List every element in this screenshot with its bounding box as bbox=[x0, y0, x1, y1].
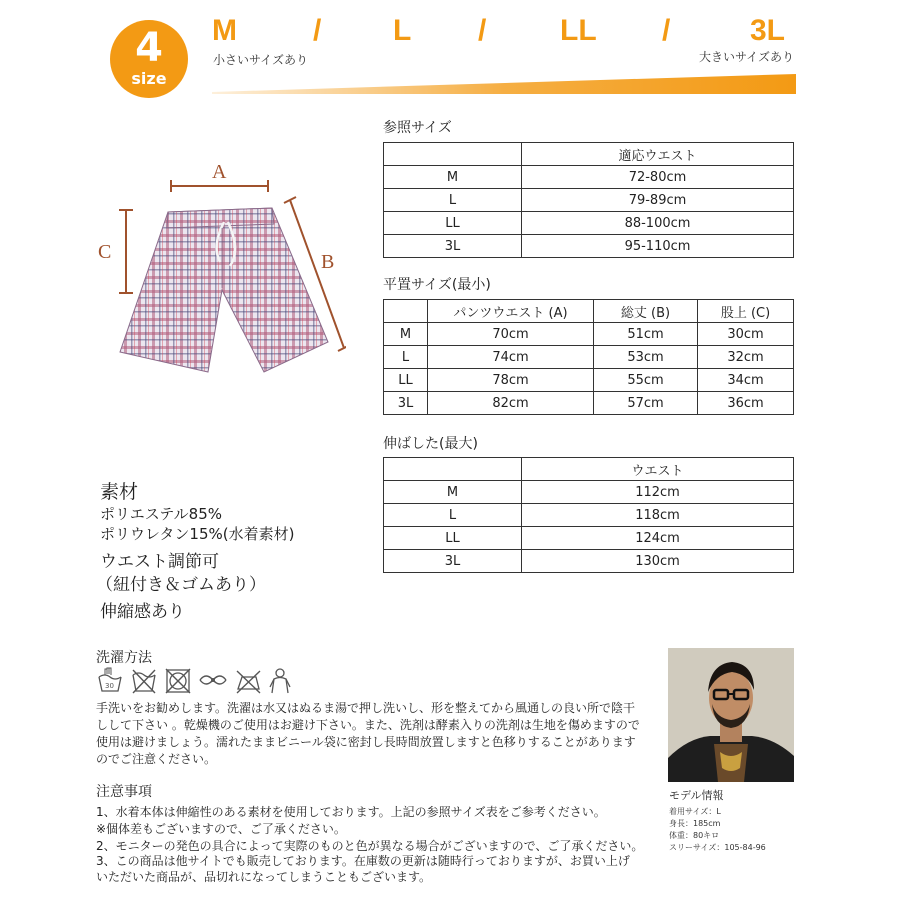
table-cell: 74cm bbox=[428, 346, 594, 369]
washing-instructions: 手洗いをお勧めします。洗濯は水又はぬるま湯で押し洗いし、形を整えてから風通しの良い所で陰干しして下さい 。乾燥機のご使用はお避け下さい。また、洗剤は酵素入りの洗剤は生地を傷めますので使用は避けましょう。濡れたままビニール袋に密封し長時間放置しますと色移りすることがありますのでご注意ください。 bbox=[96, 701, 640, 766]
stretched-size-table bbox=[383, 457, 794, 573]
material-polyester: ポリエステル85% bbox=[100, 505, 222, 523]
table-cell: 30cm bbox=[698, 323, 794, 346]
flat-size-title: 平置サイズ(最小) bbox=[383, 277, 491, 293]
table-cell: 34cm bbox=[698, 369, 794, 392]
table-cell: 82cm bbox=[428, 392, 594, 415]
table-header-cell bbox=[384, 300, 428, 323]
table-cell: M bbox=[384, 323, 428, 346]
stretch-note: 伸縮感あり bbox=[100, 602, 185, 622]
label-a: A bbox=[212, 161, 227, 183]
table-row bbox=[384, 369, 794, 392]
table-row bbox=[384, 212, 794, 235]
table-cell: 3L bbox=[384, 392, 428, 415]
table-cell: 55cm bbox=[594, 369, 698, 392]
table-cell: M bbox=[384, 166, 522, 189]
table-cell: 36cm bbox=[698, 392, 794, 415]
label-c: C bbox=[98, 241, 112, 263]
notes-title: 注意事項 bbox=[96, 784, 152, 800]
large-size-note: 大きいサイズあり bbox=[698, 50, 794, 64]
badge-label: size bbox=[131, 69, 167, 88]
shorts-size-diagram bbox=[96, 150, 346, 390]
table-cell: 3L bbox=[384, 550, 522, 573]
no-bleach-icon bbox=[130, 665, 158, 695]
table-cell: LL bbox=[384, 527, 522, 550]
table-cell: LL bbox=[384, 212, 522, 235]
table-row bbox=[384, 346, 794, 369]
table-header-cell: 適応ウエスト bbox=[522, 143, 794, 166]
table-cell: M bbox=[384, 481, 522, 504]
table-cell: 88-100cm bbox=[522, 212, 794, 235]
size-separator: / bbox=[313, 14, 322, 47]
table-cell: 79-89cm bbox=[522, 189, 794, 212]
size-m: M bbox=[212, 14, 237, 47]
model-height: 身長：185cm bbox=[669, 819, 721, 828]
note-item: ※個体差もございますので、ご了承ください。 bbox=[96, 822, 346, 836]
wring-icon bbox=[198, 665, 228, 695]
small-size-note: 小さいサイズあり bbox=[213, 53, 309, 67]
table-row bbox=[384, 504, 794, 527]
table-row bbox=[384, 323, 794, 346]
table-row bbox=[384, 550, 794, 573]
hand-wash-30-icon bbox=[96, 665, 124, 695]
table-cell: L bbox=[384, 504, 522, 527]
waist-adjustable-note: ウエスト調節可 bbox=[100, 552, 219, 572]
table-cell: L bbox=[384, 346, 428, 369]
table-header-row bbox=[384, 143, 794, 166]
model-weight: 体重：80キロ bbox=[669, 831, 720, 840]
table-cell: 118cm bbox=[522, 504, 794, 527]
size-3l: 3L bbox=[750, 14, 786, 47]
table-cell: LL bbox=[384, 369, 428, 392]
table-cell: 78cm bbox=[428, 369, 594, 392]
table-header-cell: パンツウエスト (A) bbox=[428, 300, 594, 323]
note-item: 1、水着本体は伸縮性のある素材を使用しております。上記の参照サイズ表をご参考ください。 bbox=[96, 805, 606, 819]
drawstring-note: （紐付き＆ゴムあり） bbox=[96, 575, 266, 595]
model-photo bbox=[668, 648, 794, 782]
model-info-title: モデル情報 bbox=[669, 789, 724, 802]
table-cell: L bbox=[384, 189, 522, 212]
material-polyurethane: ポリウレタン15%(水着素材) bbox=[100, 525, 295, 543]
table-row bbox=[384, 235, 794, 258]
table-row bbox=[384, 527, 794, 550]
table-row bbox=[384, 392, 794, 415]
size-ll: LL bbox=[560, 14, 597, 47]
care-symbols bbox=[96, 665, 296, 697]
no-tumble-dry-icon bbox=[164, 665, 192, 695]
table-cell: 51cm bbox=[594, 323, 698, 346]
no-iron-icon bbox=[234, 665, 262, 695]
no-dry-clean-icon bbox=[266, 665, 294, 695]
table-header-cell bbox=[384, 143, 522, 166]
table-cell: 72-80cm bbox=[522, 166, 794, 189]
table-header-cell: 総丈 (B) bbox=[594, 300, 698, 323]
table-row bbox=[384, 481, 794, 504]
table-cell: 32cm bbox=[698, 346, 794, 369]
table-header-row bbox=[384, 458, 794, 481]
table-header-cell: 股上 (C) bbox=[698, 300, 794, 323]
reference-size-table bbox=[383, 142, 794, 258]
table-cell: 124cm bbox=[522, 527, 794, 550]
svg-text:30: 30 bbox=[105, 682, 114, 690]
note-item: 3、この商品は他サイトでも販売しております。在庫数の更新は随時行っておりますが、お買い上げいただいた商品が、品切れになってしまうこともございます。 bbox=[96, 854, 630, 884]
size-l: L bbox=[393, 14, 412, 47]
table-cell: 70cm bbox=[428, 323, 594, 346]
size-count-badge bbox=[110, 20, 188, 98]
table-header-cell bbox=[384, 458, 522, 481]
table-cell: 3L bbox=[384, 235, 522, 258]
flat-size-table bbox=[383, 299, 794, 415]
table-cell: 53cm bbox=[594, 346, 698, 369]
table-cell: 130cm bbox=[522, 550, 794, 573]
table-cell: 112cm bbox=[522, 481, 794, 504]
model-wearing-size: 着用サイズ：L bbox=[669, 807, 721, 816]
material-title: 素材 bbox=[100, 481, 139, 503]
table-cell: 95-110cm bbox=[522, 235, 794, 258]
label-b: B bbox=[321, 251, 335, 273]
badge-number: 4 bbox=[135, 25, 163, 71]
model-three-sizes: スリーサイズ：105-84-96 bbox=[669, 843, 766, 852]
washing-title: 洗濯方法 bbox=[96, 650, 152, 666]
table-header-cell: ウエスト bbox=[522, 458, 794, 481]
table-cell: 57cm bbox=[594, 392, 698, 415]
table-header-row bbox=[384, 300, 794, 323]
reference-size-title: 参照サイズ bbox=[383, 120, 452, 136]
size-separator: / bbox=[478, 14, 487, 47]
size-separator: / bbox=[662, 14, 671, 47]
table-row bbox=[384, 189, 794, 212]
header-accent-line bbox=[212, 70, 796, 94]
stretched-size-title: 伸ばした(最大) bbox=[383, 436, 478, 452]
note-item: 2、モニターの発色の具合によって実際のものと色が異なる場合がございますので、ご了承ください。 bbox=[96, 839, 644, 853]
table-row bbox=[384, 166, 794, 189]
